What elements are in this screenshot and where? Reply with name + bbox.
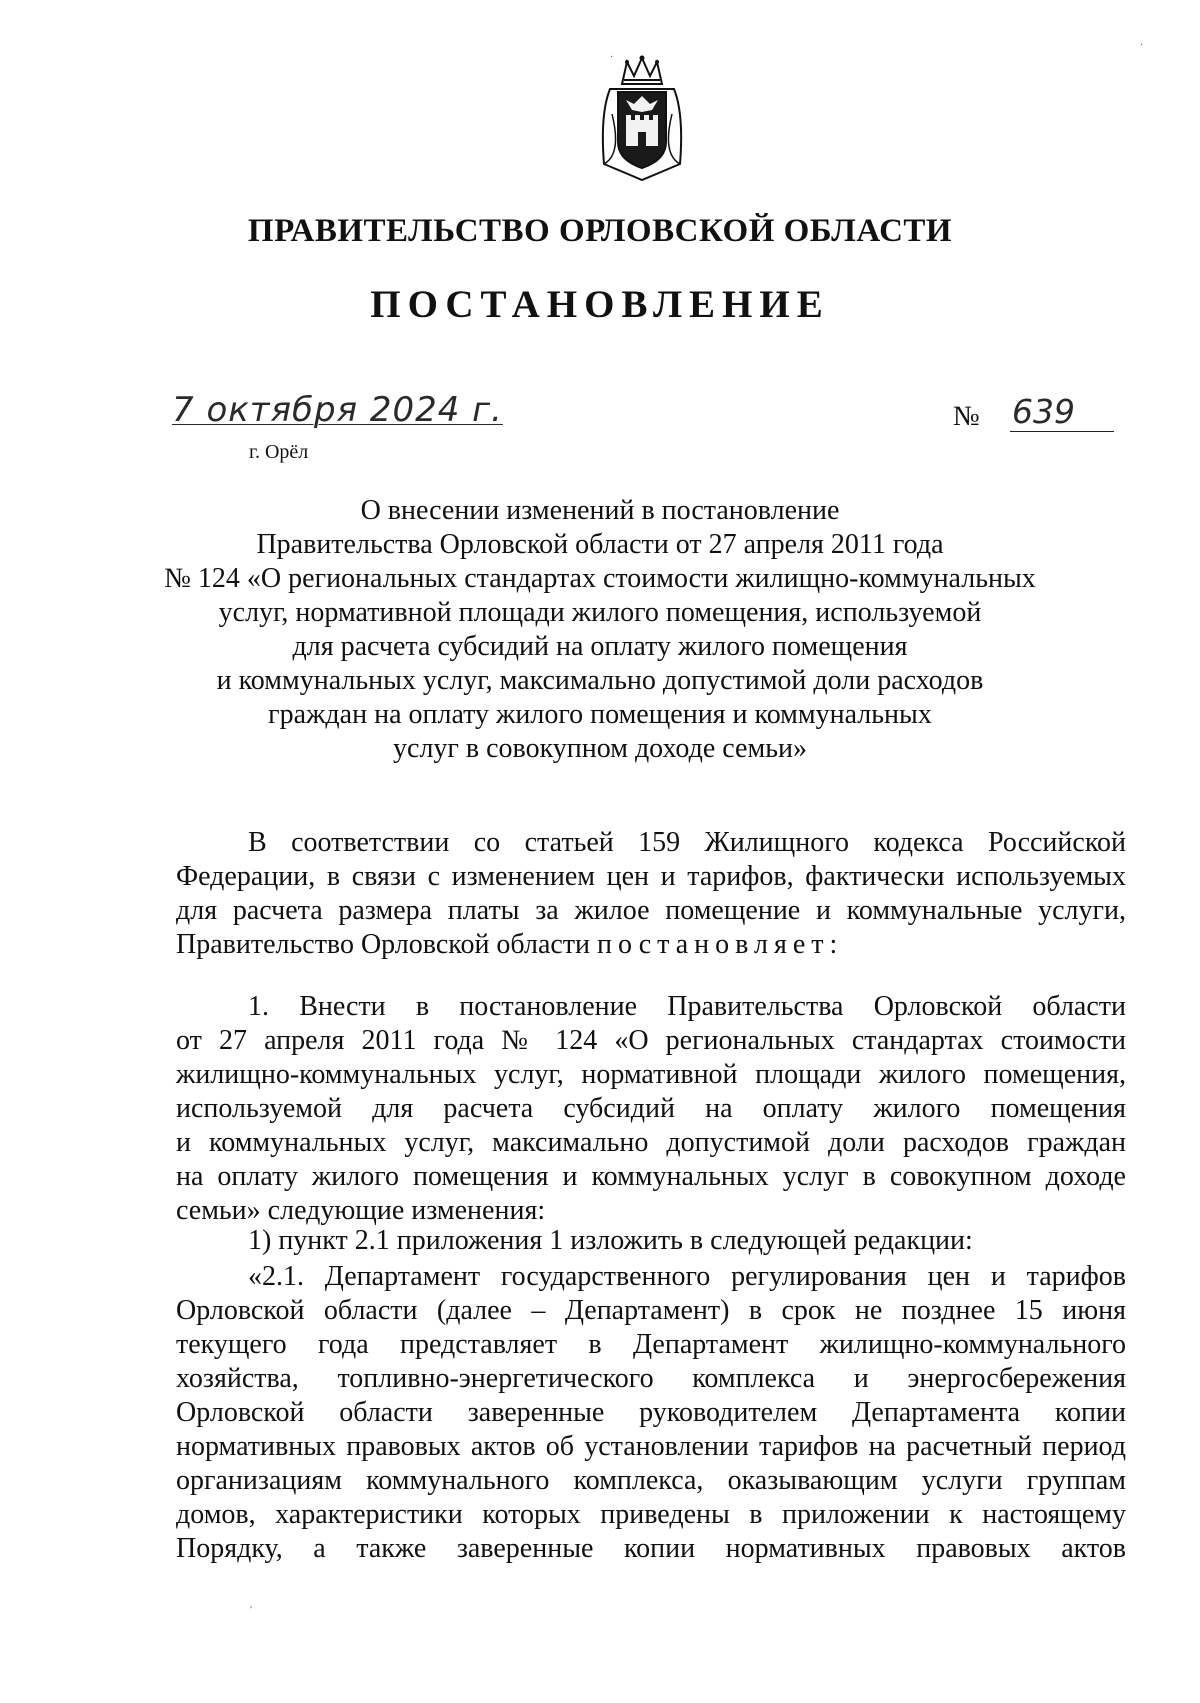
- text-line: [176, 1566, 1126, 1600]
- spaced-verb: постановляет:: [597, 929, 844, 960]
- coat-of-arms-icon: [592, 54, 692, 184]
- preamble-paragraph: [176, 826, 1126, 962]
- scan-speck: ·: [1140, 40, 1144, 51]
- text-line: В соответствии со статьей 159 Жилищного кодекса Российской: [248, 827, 1126, 858]
- title-line: для расчета субсидий на оплату жилого помещения: [292, 631, 908, 662]
- text-line: на оплату жилого помещения и коммунальных услуг в совокупном доходе: [176, 1161, 1126, 1192]
- text-span: Правительство Орловской области: [176, 929, 598, 960]
- number-label: №: [953, 401, 980, 432]
- text-line: «2.1. Департамент государственного регулирования цен и тарифов: [248, 1261, 1126, 1292]
- city-label: г. Орёл: [249, 441, 309, 463]
- document-title: [0, 494, 1200, 766]
- text-line: и коммунальных услуг, максимально допустимой доли расходов граждан: [176, 1127, 1126, 1158]
- title-line: № 124 «О региональных стандартах стоимости жилищно-коммунальных: [164, 563, 1036, 594]
- title-line: и коммунальных услуг, максимально допустимой доли расходов: [216, 665, 984, 696]
- scan-speck: ʹ: [250, 1605, 253, 1616]
- text-line: хозяйства, топливно-энергетического комплекса и энергосбережения: [176, 1363, 1126, 1394]
- government-name: ПРАВИТЕЛЬСТВО ОРЛОВСКОЙ ОБЛАСТИ: [247, 213, 953, 249]
- handwritten-number: 639: [1010, 393, 1114, 432]
- text-line: [176, 928, 1126, 962]
- text-line: текущего года представляет в Департамент жилищно-коммунального: [176, 1329, 1126, 1360]
- text-line: Федерации, в связи с изменением цен и тарифов, фактически используемых: [176, 861, 1126, 892]
- item-1-paragraph: [176, 990, 1126, 1228]
- scan-speck: ·: [610, 52, 614, 63]
- text-line: 1. Внести в постановление Правительства Орловской области: [248, 991, 1126, 1022]
- title-line: О внесении изменений в постановление: [360, 495, 840, 526]
- text-line: семьи» следующие изменения:: [176, 1195, 546, 1226]
- text-line: организациям коммунального комплекса, оказывающим услуги группам: [176, 1465, 1126, 1496]
- title-line: услуг в совокупном доходе семьи»: [393, 733, 807, 764]
- text-line: Порядку, а также заверенные копии нормативных правовых актов: [176, 1533, 1126, 1564]
- title-line: граждан на оплату жилого помещения и коммунальных: [268, 699, 932, 730]
- document-type: ПОСТАНОВЛЕНИЕ: [370, 283, 830, 326]
- text-line: Орловской области заверенные руководителем Департамента копии: [176, 1397, 1126, 1428]
- text-line: нормативных правовых актов об установлении тарифов на расчетный период: [176, 1431, 1126, 1462]
- clause-2-1-paragraph: [176, 1260, 1126, 1600]
- text-line: от 27 апреля 2011 года № 124 «О региональных стандартах стоимости: [176, 1025, 1126, 1056]
- text-line: домов, характеристики которых приведены в приложении к настоящему: [176, 1499, 1126, 1530]
- title-line: услуг, нормативной площади жилого помещения, используемой: [218, 597, 982, 628]
- handwritten-date: 7 октября 2024 г.: [172, 390, 503, 430]
- title-line: Правительства Орловской области от 27 апреля 2011 года: [256, 529, 944, 560]
- text-line: Орловской области (далее – Департамент) в срок не позднее 15 июня: [176, 1295, 1126, 1326]
- text-line: для расчета размера платы за жилое помещение и коммунальные услуги,: [176, 895, 1126, 926]
- subitem-1-paragraph: [176, 1224, 1126, 1258]
- text-line: используемой для расчета субсидий на оплату жилого помещения: [176, 1093, 1126, 1124]
- text-line: жилищно-коммунальных услуг, нормативной площади жилого помещения,: [176, 1059, 1126, 1090]
- text-line: 1) пункт 2.1 приложения 1 изложить в следующей редакции:: [248, 1225, 973, 1256]
